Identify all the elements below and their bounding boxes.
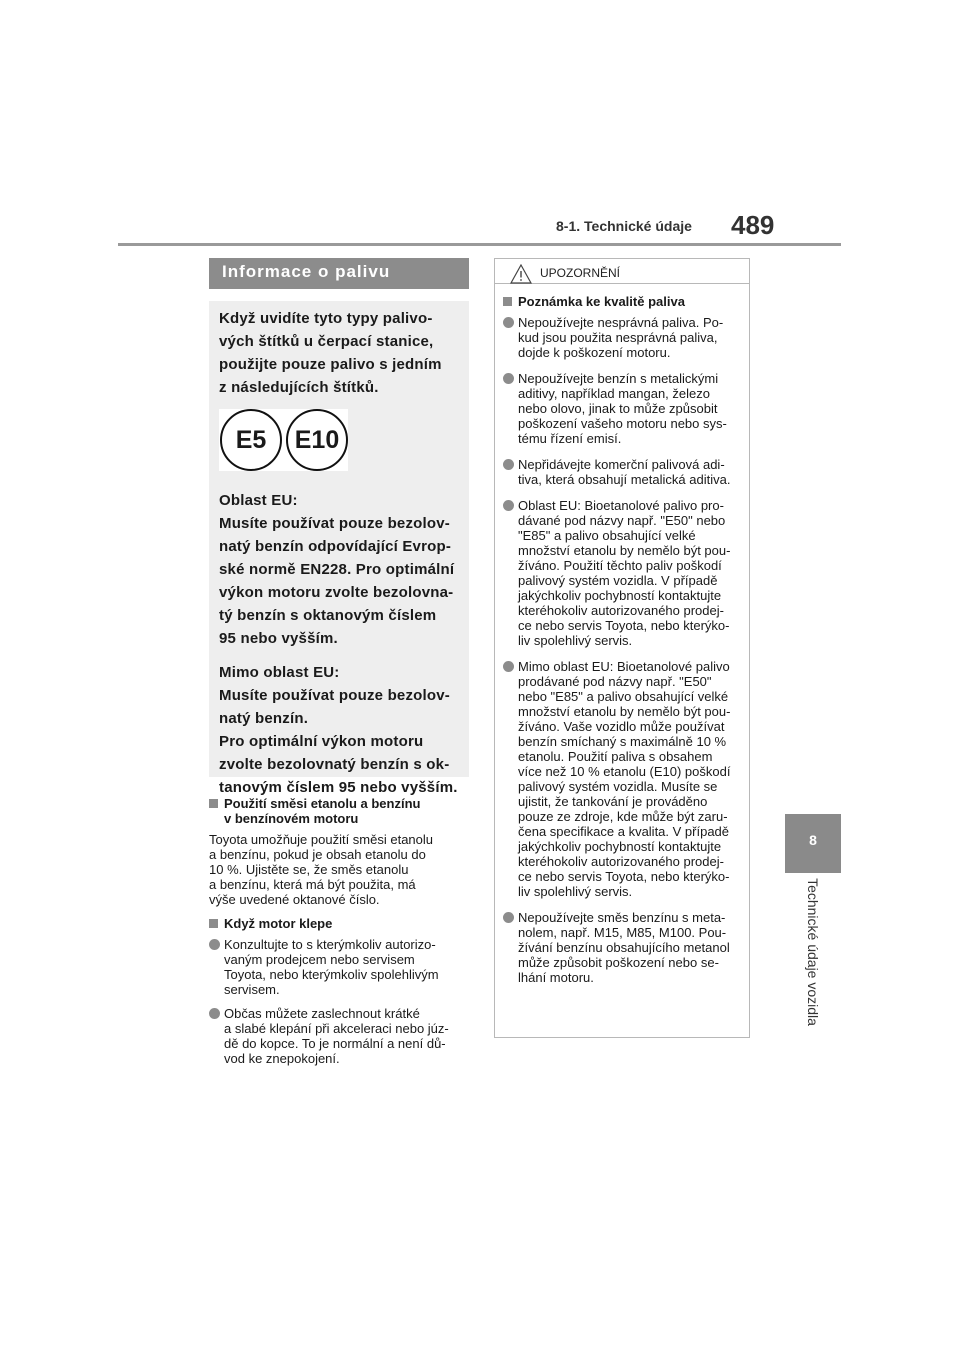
caution-body: [495, 284, 749, 985]
non-eu-text: [219, 661, 459, 799]
info-line: natý benzín odpovídající Evrop-: [219, 538, 452, 555]
circle-bullet-icon: [503, 373, 514, 384]
info-line: tý benzín s oktanovým číslem: [219, 607, 437, 624]
text-line: etanolu. Použití paliva s obsahem: [518, 749, 713, 764]
text-line: jakýchkoliv pochybností kontaktujte: [518, 588, 722, 603]
text-line: Občas můžete zaslechnout krátké: [224, 1006, 420, 1021]
info-box-title: Informace o palivu: [209, 258, 469, 289]
list-item: [503, 910, 743, 985]
text-line: Nepoužívejte benzín s metalickými: [518, 371, 719, 386]
text-line: vod ke znepokojení.: [224, 1051, 340, 1066]
text-line: servisem.: [224, 982, 280, 997]
info-line: použijte pouze palivo s jedním: [219, 356, 442, 373]
text-line: dojde k poškození motoru.: [518, 345, 671, 360]
info-intro: [219, 307, 459, 399]
info-line: výkon motoru zvolte bezolovna-: [219, 584, 454, 601]
text-line: a slabé klepání při akceleraci nebo júz-: [224, 1021, 449, 1036]
page-number: 489: [731, 210, 775, 240]
list-item: [209, 937, 471, 997]
square-bullet-icon: [209, 799, 218, 808]
info-line: Mimo oblast EU:: [219, 664, 340, 681]
caution-box: [494, 258, 750, 1038]
heading-line: Použití směsi etanolu a benzínu: [224, 796, 421, 811]
text-line: lhání motoru.: [518, 970, 594, 985]
text-line: Nepoužívejte nesprávná paliva. Po-: [518, 315, 724, 330]
circle-bullet-icon: [503, 459, 514, 470]
info-line: Když uvidíte tyto typy palivo-: [219, 310, 433, 327]
text-line: Nepřidávejte komerční palivová adi-: [518, 457, 725, 472]
fuel-labels: [219, 409, 348, 471]
fuel-label-e10: E10: [286, 409, 348, 471]
text-line: nebo "E85" a palivo obsahující velké: [518, 689, 729, 704]
text-line: pouze ze zdroje, kde může být zaru-: [518, 809, 728, 824]
heading-line: v benzínovém motoru: [224, 811, 359, 826]
text-line: Mimo oblast EU: Bioetanolové palivo: [518, 659, 730, 674]
text-line: Toyota umožňuje použití směsi etanolu: [209, 832, 434, 847]
section-heading: [209, 916, 471, 931]
text-line: tiva, která obsahují metalická aditiva.: [518, 472, 731, 487]
text-line: výše uvedené oktanové číslo.: [209, 892, 380, 907]
text-line: palivový systém vozidla. V případě: [518, 573, 718, 588]
text-line: dě do kopce. To je normální a není dů-: [224, 1036, 446, 1051]
text-line: čena specifikace a kvalita. V případě: [518, 824, 730, 839]
text-line: "E85" a palivo obsahující velké: [518, 528, 696, 543]
text-line: kud jsou použita nesprávná paliva,: [518, 330, 718, 345]
square-bullet-icon: [209, 919, 218, 928]
text-line: nolem, např. M15, M85, M100. Pou-: [518, 925, 727, 940]
header-rule: [118, 243, 841, 246]
info-line: z následujících štítků.: [219, 379, 379, 396]
text-line: vaným prodejcem nebo servisem: [224, 952, 415, 967]
text-line: ce nebo servis Toyota, nebo kterýko-: [518, 869, 730, 884]
chapter-number: 8: [809, 832, 817, 848]
text-line: žíváno. Použití těchto paliv poškodí: [518, 558, 722, 573]
info-line: Musíte používat pouze bezolov-: [219, 515, 451, 532]
circle-bullet-icon: [503, 500, 514, 511]
text-line: může způsobit poškození nebo se-: [518, 955, 719, 970]
text-line: více než 10 % etanolu (E10) poškodí: [518, 764, 731, 779]
list-item: [503, 659, 743, 899]
info-line: Musíte používat pouze bezolov-: [219, 687, 451, 704]
section-heading: [209, 796, 471, 826]
text-line: kteréhokoliv autorizovaného prodej-: [518, 603, 724, 618]
circle-bullet-icon: [209, 1008, 220, 1019]
left-column: [209, 796, 471, 1075]
info-box-body: [209, 301, 469, 796]
text-line: množství etanolu by nemělo být pou-: [518, 543, 731, 558]
caution-title: UPOZORNĚNÍ: [540, 266, 621, 280]
text-line: žívání benzínu obsahujícího metanol: [518, 940, 730, 955]
text-line: a benzínu, pokud je obsah etanolu do: [209, 847, 426, 862]
text-line: a benzínu, která má být použita, má: [209, 877, 416, 892]
text-line: Toyota, nebo kterýmkoliv spolehlivým: [224, 967, 439, 982]
info-line: natý benzín.: [219, 710, 309, 727]
list-item: [503, 371, 743, 446]
fuel-label-e5: E5: [220, 409, 282, 471]
text-line: ujistit, že tankování je prováděno: [518, 794, 708, 809]
list-item: [503, 498, 743, 648]
circle-bullet-icon: [503, 661, 514, 672]
eu-text: [219, 489, 459, 650]
heading-line: Když motor klepe: [224, 916, 333, 931]
list-item: [503, 315, 743, 360]
text-line: prodávané pod názvy např. "E50": [518, 674, 712, 689]
chapter-label: Technické údaje vozidla: [805, 878, 821, 1026]
caution-heading: [503, 294, 743, 309]
circle-bullet-icon: [503, 912, 514, 923]
section-title: 8-1. Technické údaje: [556, 218, 692, 234]
text-line: liv spolehlivý servis.: [518, 884, 633, 899]
ethanol-paragraph: [209, 832, 471, 907]
text-line: aditivy, například mangan, železo: [518, 386, 710, 401]
info-line: ské normě EN228. Pro optimální: [219, 561, 455, 578]
text-line: benzín smíchaný s maximálně 10 %: [518, 734, 727, 749]
square-bullet-icon: [503, 297, 512, 306]
info-line: zvolte bezolovnatý benzín s ok-: [219, 756, 450, 773]
text-line: dávané pod názvy např. "E50" nebo: [518, 513, 726, 528]
text-line: nebo olovo, jinak to může způsobit: [518, 401, 718, 416]
info-line: tanovým číslem 95 nebo vyšším.: [219, 779, 458, 796]
text-line: žíváno. Vaše vozidlo může používat: [518, 719, 725, 734]
warning-triangle-icon: [510, 264, 532, 284]
caution-header: [495, 259, 749, 284]
text-line: Konzultujte to s kterýmkoliv autorizo-: [224, 937, 436, 952]
text-line: tému řízení emisí.: [518, 431, 622, 446]
caution-list: [503, 315, 743, 985]
circle-bullet-icon: [503, 317, 514, 328]
info-line: 95 nebo vyšším.: [219, 630, 338, 647]
text-line: ce nebo servis Toyota, nebo kterýko-: [518, 618, 730, 633]
text-line: kteréhokoliv autorizovaného prodej-: [518, 854, 724, 869]
info-line: vých štítků u čerpací stanice,: [219, 333, 434, 350]
text-line: palivový systém vozidla. Musíte se: [518, 779, 718, 794]
info-line: Pro optimální výkon motoru: [219, 733, 424, 750]
text-line: 10 %. Ujistěte se, že směs etanolu: [209, 862, 409, 877]
circle-bullet-icon: [209, 939, 220, 950]
text-line: poškození vašeho motoru nebo sys-: [518, 416, 727, 431]
list-item: [503, 457, 743, 487]
info-line: Oblast EU:: [219, 492, 298, 509]
text-line: množství etanolu by nemělo být pou-: [518, 704, 731, 719]
list-item: [209, 1006, 471, 1066]
text-line: Oblast EU: Bioetanolové palivo pro-: [518, 498, 724, 513]
heading-line: Poznámka ke kvalitě paliva: [518, 294, 685, 309]
text-line: Nepoužívejte směs benzínu s meta-: [518, 910, 726, 925]
text-line: liv spolehlivý servis.: [518, 633, 633, 648]
text-line: jakýchkoliv pochybností kontaktujte: [518, 839, 722, 854]
